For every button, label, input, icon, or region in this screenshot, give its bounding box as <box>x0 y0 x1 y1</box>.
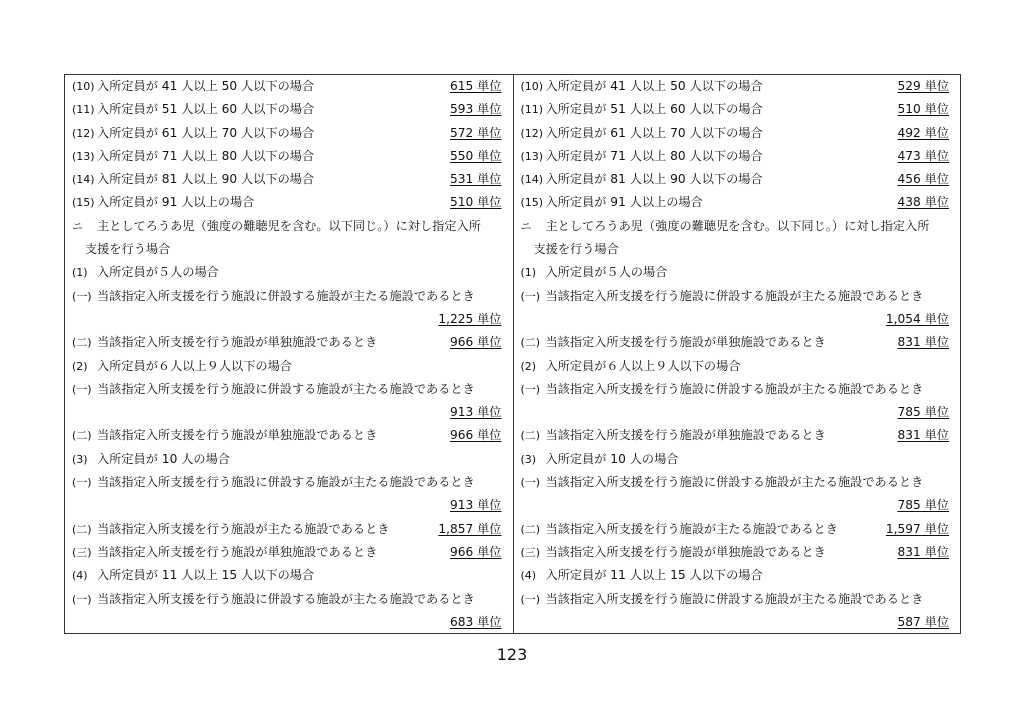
table-row <box>65 401 513 424</box>
item-marker: (13) <box>520 149 544 163</box>
item-text: 入所定員が 51 人以上 60 人以下の場合 <box>97 102 315 117</box>
item-marker: (二) <box>520 336 541 350</box>
comparison-table <box>64 74 961 634</box>
item-text: 入所定員が 61 人以上 70 人以下の場合 <box>97 125 315 140</box>
unit-value: 550 単位 <box>449 148 502 163</box>
unit-value: 587 単位 <box>897 614 949 629</box>
item-marker: (一) <box>72 592 92 606</box>
item-marker: (一) <box>520 476 541 490</box>
item-marker: (13) <box>72 149 95 163</box>
item-text: 当該指定入所支援を行う施設が単独施設であるとき <box>97 335 378 350</box>
table-row <box>65 75 513 98</box>
unit-value: 615 単位 <box>449 79 502 93</box>
item-text: 入所定員が 71 人以上 80 人以下の場合 <box>545 148 763 163</box>
unit-value: 1,597 単位 <box>885 521 949 536</box>
item-text: 当該指定入所支援を行う施設に併設する施設が主たる施設であるとき <box>97 591 475 606</box>
table-row <box>65 261 513 284</box>
right-column <box>513 75 961 633</box>
item-marker: (11) <box>520 103 544 117</box>
unit-value: 1,857 単位 <box>438 521 502 536</box>
unit-value: 913 単位 <box>449 498 502 513</box>
unit-value: 1,225 単位 <box>438 311 502 326</box>
unit-value: 966 単位 <box>449 335 502 350</box>
table-row <box>65 378 513 401</box>
item-text: 入所定員が 10 人の場合 <box>545 451 679 466</box>
item-marker: (1) <box>520 266 537 280</box>
item-marker: (10) <box>72 80 95 93</box>
item-marker: (二) <box>72 336 92 350</box>
unit-value: 456 単位 <box>897 172 949 187</box>
item-text: 当該指定入所支援を行う施設が主たる施設であるとき <box>97 521 390 536</box>
table-row <box>65 355 513 378</box>
item-marker: (12) <box>72 126 95 140</box>
table-row <box>65 191 513 214</box>
item-marker: (一) <box>520 289 541 303</box>
item-text: 入所定員が 71 人以上 80 人以下の場合 <box>97 148 315 163</box>
item-marker: (2) <box>72 359 88 373</box>
item-marker: ニ <box>72 219 83 233</box>
item-text: 主としてろうあ児（強度の難聴児を含む。以下同じ。）に対し指定入所 <box>97 218 481 233</box>
table-row <box>514 75 961 98</box>
table-row <box>514 98 961 121</box>
item-text: 当該指定入所支援を行う施設が主たる施設であるとき <box>545 521 838 536</box>
table-row <box>65 541 513 564</box>
item-text: 当該指定入所支援を行う施設に併設する施設が主たる施設であるとき <box>545 381 924 396</box>
item-marker: (10) <box>520 80 544 93</box>
item-text: 入所定員が 10 人の場合 <box>97 451 230 466</box>
table-row <box>514 541 961 564</box>
item-marker: (1) <box>72 266 88 280</box>
table-row <box>65 238 513 261</box>
item-text: 当該指定入所支援を行う施設に併設する施設が主たる施設であるとき <box>97 381 475 396</box>
table-row <box>514 494 961 517</box>
table-row <box>514 238 961 261</box>
item-marker: (一) <box>520 382 541 396</box>
item-marker: (一) <box>72 382 92 396</box>
item-marker: (2) <box>520 359 537 373</box>
unit-value: 510 単位 <box>897 102 949 117</box>
table-row <box>514 588 961 611</box>
item-text: 入所定員が 91 人以上の場合 <box>97 195 255 210</box>
left-column <box>65 75 513 633</box>
item-marker: (14) <box>72 173 95 187</box>
table-row <box>65 168 513 191</box>
table-row <box>65 471 513 494</box>
item-marker: (三) <box>72 545 92 559</box>
item-marker: (15) <box>520 196 544 210</box>
item-text: 当該指定入所支援を行う施設が単独施設であるとき <box>545 428 826 443</box>
table-row <box>65 588 513 611</box>
item-text: 支援を行う場合 <box>85 242 171 257</box>
item-text: 当該指定入所支援を行う施設に併設する施設が主たる施設であるとき <box>97 475 475 490</box>
item-marker: (3) <box>520 452 537 466</box>
unit-value: 492 単位 <box>897 125 949 140</box>
table-row <box>514 308 961 331</box>
unit-value: 913 単位 <box>449 405 502 420</box>
unit-value: 831 単位 <box>897 335 949 350</box>
item-marker: (三) <box>520 545 541 559</box>
table-row <box>65 145 513 168</box>
item-marker: (二) <box>72 522 92 536</box>
item-marker: (12) <box>520 126 544 140</box>
table-row <box>514 261 961 284</box>
table-row <box>65 494 513 517</box>
item-text: 入所定員が 41 人以上 50 人以下の場合 <box>97 79 315 93</box>
table-row <box>65 285 513 308</box>
table-row <box>514 331 961 354</box>
item-marker: (15) <box>72 196 95 210</box>
table-row <box>65 518 513 541</box>
table-row <box>514 448 961 471</box>
table-row <box>65 424 513 447</box>
item-marker: (二) <box>72 429 92 443</box>
item-marker: (11) <box>72 103 95 117</box>
item-marker: (二) <box>520 429 541 443</box>
table-row <box>65 215 513 238</box>
item-text: 当該指定入所支援を行う施設に併設する施設が主たる施設であるとき <box>545 475 924 490</box>
item-text: 当該指定入所支援を行う施設が単独施設であるとき <box>97 428 378 443</box>
unit-value: 831 単位 <box>897 428 949 443</box>
item-marker: (二) <box>520 522 541 536</box>
item-text: 入所定員が 11 人以上 15 人以下の場合 <box>545 568 763 583</box>
unit-value: 529 単位 <box>897 79 949 93</box>
item-text: 入所定員が 81 人以上 90 人以下の場合 <box>97 172 315 187</box>
table-row <box>514 191 961 214</box>
table-row <box>514 215 961 238</box>
unit-value: 683 単位 <box>449 614 502 629</box>
item-marker: (一) <box>72 476 92 490</box>
table-row <box>65 564 513 587</box>
item-marker: (一) <box>520 592 541 606</box>
table-row <box>514 145 961 168</box>
table-row <box>514 471 961 494</box>
item-text: 入所定員が５人の場合 <box>97 265 219 280</box>
table-row <box>514 285 961 308</box>
item-text: 当該指定入所支援を行う施設に併設する施設が主たる施設であるとき <box>545 288 924 303</box>
item-text: 当該指定入所支援を行う施設に併設する施設が主たる施設であるとき <box>545 591 924 606</box>
table-row <box>514 122 961 145</box>
table-row <box>65 611 513 634</box>
unit-value: 593 単位 <box>449 102 502 117</box>
table-row <box>65 448 513 471</box>
item-text: 主としてろうあ児（強度の難聴児を含む。以下同じ。）に対し指定入所 <box>545 218 930 233</box>
unit-value: 785 単位 <box>897 405 949 420</box>
item-text: 入所定員が 61 人以上 70 人以下の場合 <box>545 125 763 140</box>
item-text: 入所定員が６人以上９人以下の場合 <box>97 358 292 373</box>
item-marker: (一) <box>72 289 92 303</box>
table-row <box>514 168 961 191</box>
item-marker: ニ <box>520 219 532 233</box>
item-text: 入所定員が６人以上９人以下の場合 <box>545 358 741 373</box>
item-marker: (3) <box>72 452 88 466</box>
item-marker: (14) <box>520 173 544 187</box>
table-row <box>514 564 961 587</box>
item-text: 当該指定入所支援を行う施設が単独施設であるとき <box>545 544 826 559</box>
page-number: 123 <box>496 645 528 664</box>
unit-value: 966 単位 <box>449 544 502 559</box>
item-text: 入所定員が 51 人以上 60 人以下の場合 <box>545 102 763 117</box>
item-text: 当該指定入所支援を行う施設に併設する施設が主たる施設であるとき <box>97 288 475 303</box>
unit-value: 438 単位 <box>897 195 949 210</box>
item-text: 入所定員が 81 人以上 90 人以下の場合 <box>545 172 763 187</box>
unit-value: 510 単位 <box>449 195 502 210</box>
item-text: 入所定員が 41 人以上 50 人以下の場合 <box>545 79 763 93</box>
item-text: 当該指定入所支援を行う施設が単独施設であるとき <box>545 335 826 350</box>
item-text: 入所定員が 91 人以上の場合 <box>545 195 703 210</box>
table-row <box>65 308 513 331</box>
item-marker: (4) <box>520 569 537 583</box>
unit-value: 831 単位 <box>897 544 949 559</box>
item-text: 入所定員が 11 人以上 15 人以下の場合 <box>97 568 315 583</box>
item-text: 当該指定入所支援を行う施設が単独施設であるとき <box>97 544 378 559</box>
table-row <box>65 122 513 145</box>
unit-value: 966 単位 <box>449 428 502 443</box>
item-marker: (4) <box>72 569 88 583</box>
unit-value: 473 単位 <box>897 148 949 163</box>
table-row <box>65 98 513 121</box>
table-row <box>514 355 961 378</box>
table-row <box>514 518 961 541</box>
unit-value: 531 単位 <box>449 172 502 187</box>
table-row <box>514 401 961 424</box>
item-text: 入所定員が５人の場合 <box>545 265 668 280</box>
table-row <box>65 331 513 354</box>
table-row <box>514 611 961 634</box>
unit-value: 572 単位 <box>449 125 502 140</box>
table-row <box>514 378 961 401</box>
item-text: 支援を行う場合 <box>533 242 619 257</box>
table-row <box>514 424 961 447</box>
unit-value: 785 単位 <box>897 498 949 513</box>
unit-value: 1,054 単位 <box>885 311 949 326</box>
